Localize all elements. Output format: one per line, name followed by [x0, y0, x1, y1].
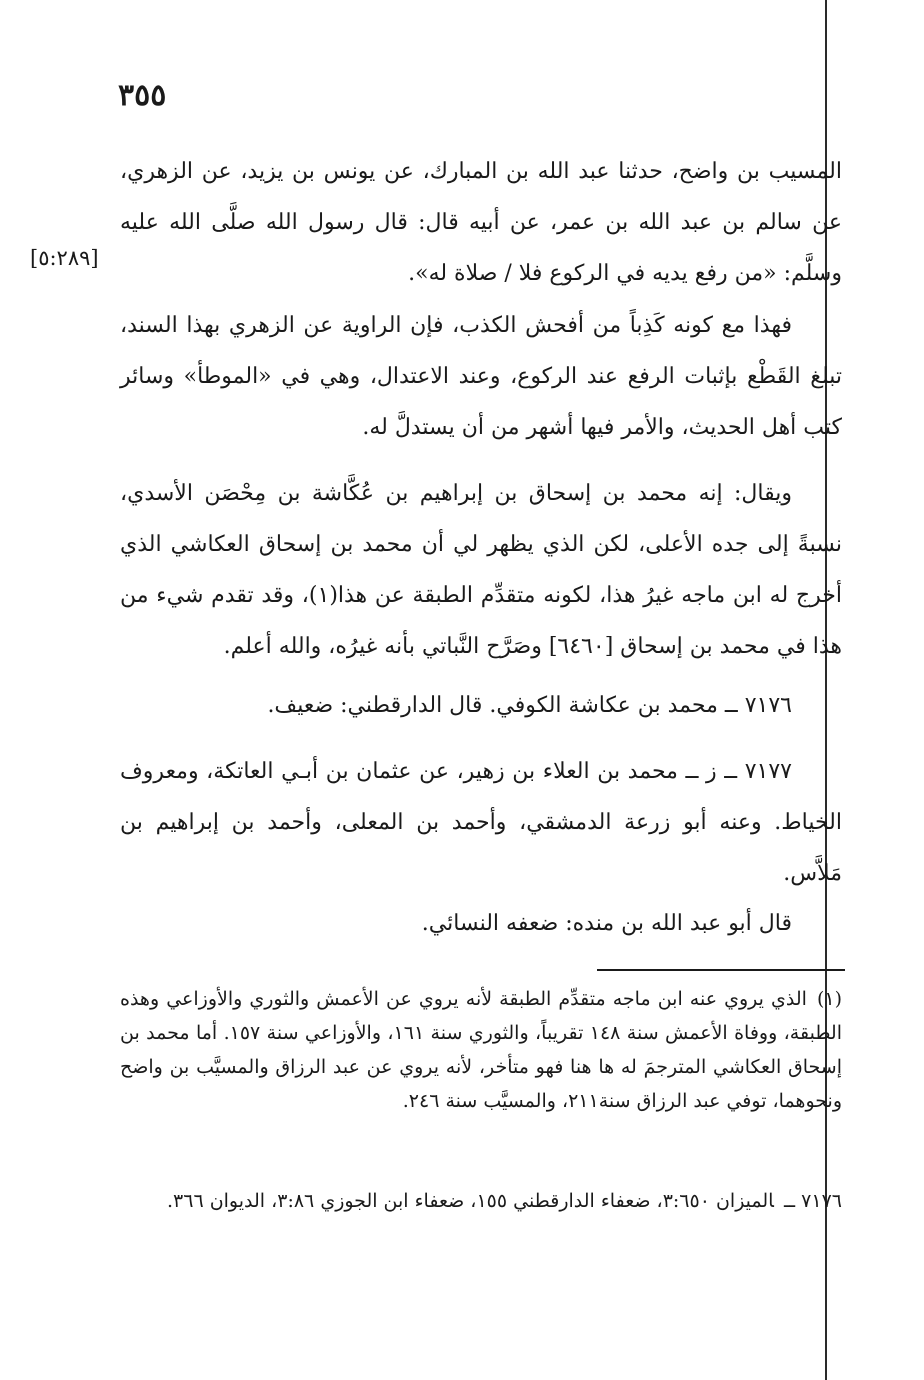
footnotes-2 [120, 1184, 842, 1218]
paragraph-2: فهذا مع كونه كَذِباً من أفحش الكذب، فإن الراوية عن الزهري بهذا السند، تبلغ القَطْع بإثبات الرفع عند الركوع، وعند الاعتدال، وهي في «الموطأ» وسائر كتب أهل الحديث، والأمر فيها أشهر من أن يستدلَّ له. [120, 313, 842, 440]
entry-7177 [120, 746, 842, 899]
paragraph-4: ٧١٧٦ ــ محمد بن عكاشة الكوفي. قال الدارقطني: ضعيف. [267, 693, 792, 718]
paragraph-1: المسيب بن واضح، حدثنا عبد الله بن المبارك، عن يونس بن يزيد، عن الزهري، عن سالم بن عبد الله بن عمر، عن أبيه قال: قال رسول الله صلَّى الله عليه وسلَّم: «من رفع يديه في الركوع فلا / صلاة له». [120, 159, 842, 286]
footnote-rule [597, 969, 845, 971]
paragraph-6: قال أبو عبد الله بن منده: ضعفه النسائي. [421, 911, 792, 936]
page-number: ٣٥٥ [118, 78, 167, 113]
main-text [120, 146, 842, 299]
paragraph-3: ويقال: إنه محمد بن إسحاق بن إبراهيم بن عُكَّاشة بن مِحْصَن الأسدي، نسبةً إلى جده الأعلى، لكن الذي يظهر لي أن محمد بن إسحاق العكاشي الذي أخرج له ابن ماجه غيرُ هذا، لكونه متقدِّم الطبقة عن هذا(١)، وقد تقدم شيء من هذا في محمد بن إسحاق [٦٤٦٠] وصَرَّح النَّباتي بأنه غيرُه، والله أعلم. [120, 481, 842, 659]
footnote-1-text: الذي يروي عنه ابن ماجه متقدِّم الطبقة لأنه يروي عن الأعمش والثوري والأوزاعي وهذه الطبقة، ووفاة الأعمش سنة ١٤٨ تقريباً، والثوري سنة ١٦١، والأوزاعي سنة ١٥٧. أما محمد بن إسحاق العكاشي المترجمَ له ها هنا فهو متأخر، لأنه يروي عن عبد الرزاق والمسيَّب بن واضح ونحوهما، توفي عبد الرزاق سنة٢١١، والمسيَّب سنة ٢٤٦. [120, 988, 842, 1112]
footnotes [120, 982, 842, 1118]
footnote-2 [120, 1184, 842, 1218]
margin-reference: [٥:٢٨٩] [30, 246, 99, 270]
main-text-2 [120, 300, 842, 453]
footnote-1 [120, 982, 842, 1118]
main-text-3 [120, 468, 842, 672]
paragraph-5: ٧١٧٧ ــ ز ــ محمد بن العلاء بن زهير، عن عثمان بن أبـي العاتكة، ومعروف الخياط. وعنه أبو زرعة الدمشقي، وأحمد بن المعلى، وأحمد بن إبراهيم بن مَلاَّس. [120, 759, 842, 886]
main-text-6 [120, 898, 842, 949]
footnote-2-text: الميزان ٣:٦٥٠، ضعفاء الدارقطني ١٥٥، ضعفاء ابن الجوزي ٣:٨٦، الديوان ٣٦٦. [166, 1190, 774, 1212]
footnote-2-marker: ٧١٧٦ ــ [783, 1190, 842, 1212]
entry-7176 [120, 680, 842, 731]
footnote-1-marker: (١) [816, 988, 842, 1010]
